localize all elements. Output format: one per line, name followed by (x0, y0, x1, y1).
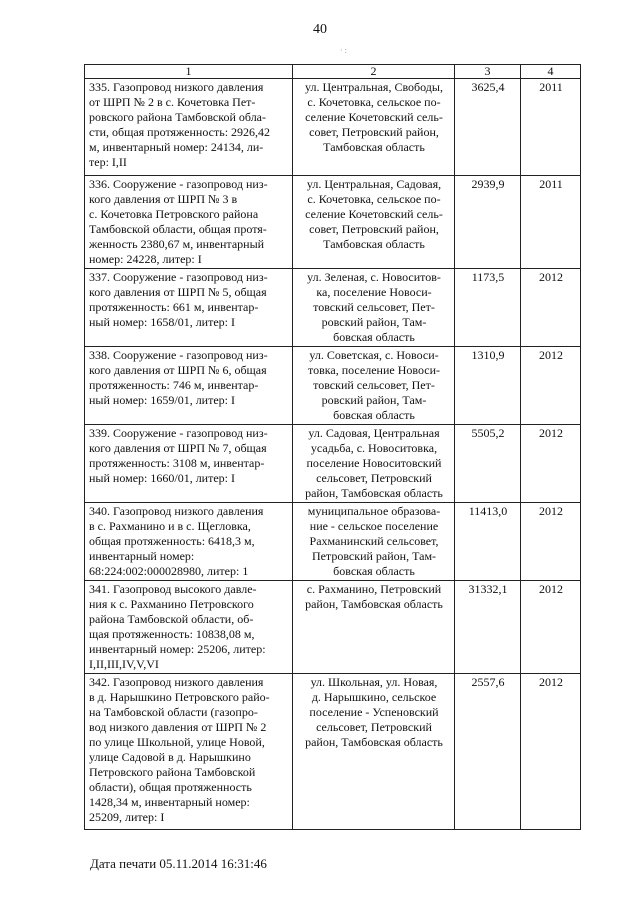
address-cell: ул. Садовая, Центральная усадьба, с. Новоситовка, поселение Новоситовский сельсовет, Петровский район, Тамбовская область (293, 425, 455, 503)
description-cell: 342. Газопровод низкого давления в д. Нарышкино Петровского райо- на Тамбовской области (газопро- вод низкого давления от ШРП № 2 по улице Школьной, улице Новой, улице Садовой в д. Нарышкино Петровского района Тамбовской области), общая протяженность 1428,34 м, инвентарный номер: 25209, литер: I (85, 674, 293, 830)
page-number: 40 (313, 22, 327, 37)
table-row (85, 503, 581, 581)
value-cell: 2557,6 (455, 674, 521, 830)
registry-table (84, 64, 581, 830)
address-cell: ул. Школьная, ул. Новая, д. Нарышкино, сельское поселение - Успеновский сельсовет, Петровский район, Тамбовская область (293, 674, 455, 830)
column-header-3: 3 (455, 65, 521, 79)
year-cell: 2012 (521, 674, 581, 830)
scan-mark: · : (340, 46, 347, 55)
description-cell: 335. Газопровод низкого давления от ШРП № 2 в с. Кочетовка Пет- ровского района Тамбовской обла- сти, общая протяженность: 2926,42 м, инвентарный номер: 24134, ли- тер: I,II (85, 79, 293, 176)
table-row (85, 176, 581, 269)
table-row (85, 674, 581, 830)
value-cell: 1173,5 (455, 269, 521, 347)
table-row (85, 269, 581, 347)
year-cell: 2012 (521, 347, 581, 425)
column-header-2: 2 (293, 65, 455, 79)
year-cell: 2012 (521, 425, 581, 503)
column-header-1: 1 (85, 65, 293, 79)
table-row (85, 79, 581, 176)
description-cell: 339. Сооружение - газопровод низ- кого давления от ШРП № 7, общая протяженность: 3108 м, инвентар- ный номер: 1660/01, литер: I (85, 425, 293, 503)
table-row (85, 347, 581, 425)
description-cell: 340. Газопровод низкого давления в с. Рахманино и в с. Щегловка, общая протяженность: 6418,3 м, инвентарный номер: 68:224:002:000028980, литер: 1 (85, 503, 293, 581)
value-cell: 2939,9 (455, 176, 521, 269)
table-row (85, 581, 581, 674)
value-cell: 3625,4 (455, 79, 521, 176)
value-cell: 5505,2 (455, 425, 521, 503)
description-cell: 341. Газопровод высокого давле- ния к с. Рахманино Петровского района Тамбовской области, об- щая протяженность: 10838,08 м, инвентарный номер: 25206, литер: I,II,III,IV,V,VI (85, 581, 293, 674)
column-header-4: 4 (521, 65, 581, 79)
value-cell: 11413,0 (455, 503, 521, 581)
table-row (85, 425, 581, 503)
year-cell: 2011 (521, 176, 581, 269)
description-cell: 338. Сооружение - газопровод низ- кого давления от ШРП № 6, общая протяженность: 746 м, инвентар- ный номер: 1659/01, литер: I (85, 347, 293, 425)
value-cell: 31332,1 (455, 581, 521, 674)
registry-table-body (85, 65, 581, 830)
address-cell: ул. Центральная, Садовая, с. Кочетовка, сельское по- селение Кочетовский сель- совет, Петровский район, Тамбовская область (293, 176, 455, 269)
address-cell: с. Рахманино, Петровский район, Тамбовская область (293, 581, 455, 674)
year-cell: 2012 (521, 581, 581, 674)
address-cell: ул. Зеленая, с. Новоситов- ка, поселение Новоси- товский сельсовет, Пет- ровский район, Там- бовская область (293, 269, 455, 347)
year-cell: 2011 (521, 79, 581, 176)
year-cell: 2012 (521, 269, 581, 347)
description-cell: 336. Сооружение - газопровод низ- кого давления от ШРП № 3 в с. Кочетовка Петровского района Тамбовской области, общая протя- женность 2380,67 м, инвентарный номер: 24228, литер: I (85, 176, 293, 269)
year-cell: 2012 (521, 503, 581, 581)
address-cell: муниципальное образова- ние - сельское поселение Рахманинский сельсовет, Петровский район, Там- бовская область (293, 503, 455, 581)
address-cell: ул. Центральная, Свободы, с. Кочетовка, сельское по- селение Кочетовский сель- совет, Петровский район, Тамбовская область (293, 79, 455, 176)
address-cell: ул. Советская, с. Новоси- товка, поселение Новоси- товский сельсовет, Пет- ровский район, Там- бовская область (293, 347, 455, 425)
description-cell: 337. Сооружение - газопровод низ- кого давления от ШРП № 5, общая протяженность: 661 м, инвентар- ный номер: 1658/01, литер: I (85, 269, 293, 347)
print-date-footer: Дата печати 05.11.2014 16:31:46 (90, 856, 267, 871)
table-header-row (85, 65, 581, 79)
value-cell: 1310,9 (455, 347, 521, 425)
